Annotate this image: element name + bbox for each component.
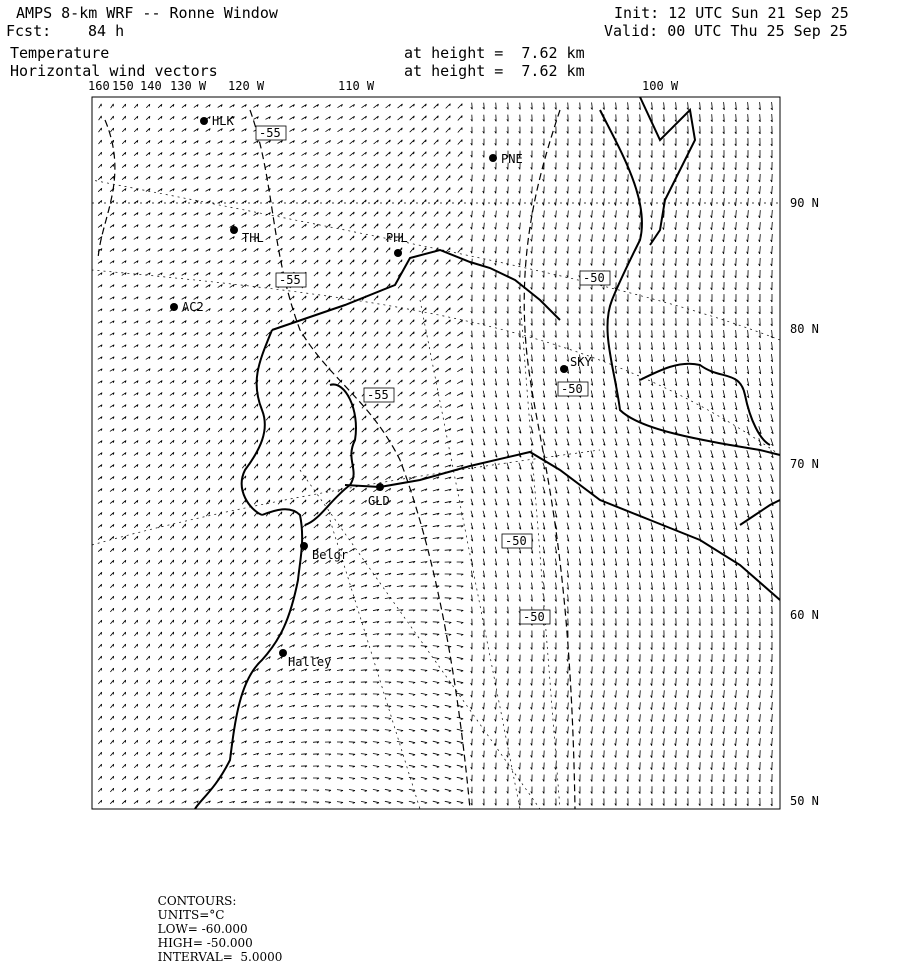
contour-label: -50 xyxy=(561,382,583,396)
forecast-label: Fcst: xyxy=(6,22,52,40)
temperature-contours xyxy=(98,110,575,809)
station-label-ac2: AC2 xyxy=(182,300,204,314)
lon-label: 130 W xyxy=(170,79,207,93)
station-dot-phl xyxy=(394,249,402,257)
lat-label: 90 N xyxy=(790,196,819,210)
alexander-island xyxy=(640,364,770,445)
contour-label: -55 xyxy=(279,273,301,287)
lon-label: 140 xyxy=(140,79,162,93)
station-dot-halley xyxy=(279,649,287,657)
contour-line xyxy=(250,110,470,809)
weddell-coast xyxy=(195,509,302,809)
station-dot-sky xyxy=(560,365,568,373)
parallel-line-1 xyxy=(92,180,780,340)
meridian-line-3 xyxy=(420,300,520,809)
map-frame xyxy=(92,97,780,809)
ronne-coast-west xyxy=(242,330,272,515)
ellsworth-coast xyxy=(740,500,780,525)
station-label-thl: THL xyxy=(242,231,264,245)
grounding-line xyxy=(345,452,780,600)
coastline xyxy=(195,97,780,809)
map-title: AMPS 8-km WRF -- Ronne Window xyxy=(16,4,278,22)
lat-label: 70 N xyxy=(790,457,819,471)
forecast-hours: 84 h xyxy=(88,22,125,40)
station-label-halley: Halley xyxy=(288,655,332,669)
field-wind-label: Horizontal wind vectors xyxy=(10,62,218,80)
peninsula-east xyxy=(640,97,695,245)
contour-label: -50 xyxy=(523,610,545,624)
meridian-line-4 xyxy=(520,300,560,809)
height-label-1: at height = 7.62 km xyxy=(404,44,585,62)
station-label-gld: GLD xyxy=(368,494,390,508)
lon-label: 160 xyxy=(88,79,110,93)
lat-label: 50 N xyxy=(790,794,819,808)
station-dot-hlk xyxy=(200,117,208,125)
field-temperature-label: Temperature xyxy=(10,44,110,62)
station-dot-thl xyxy=(230,226,238,234)
contour-value-labels xyxy=(256,126,610,624)
footer-units: UNITS=°C xyxy=(157,908,225,922)
footer-low: LOW= -60.000 xyxy=(157,922,248,936)
station-label-pne: PNE xyxy=(501,152,523,166)
wind-vector-field xyxy=(98,102,774,806)
contour-label: -50 xyxy=(583,271,605,285)
contour-label: -55 xyxy=(259,126,281,140)
ice-shelf-front xyxy=(272,250,560,330)
station-dot-belgr xyxy=(300,542,308,550)
footer-contours: CONTOURS: xyxy=(157,894,237,908)
contour-label: -55 xyxy=(367,388,389,402)
parallel-line-3 xyxy=(92,450,600,545)
lat-label: 80 N xyxy=(790,322,819,336)
station-dot-ac2 xyxy=(170,303,178,311)
longitude-labels xyxy=(88,79,679,93)
station-dot-pne xyxy=(489,154,497,162)
lon-label: 100 W xyxy=(642,79,679,93)
init-time: Init: 12 UTC Sun 21 Sep 25 xyxy=(614,4,849,22)
lon-label: 150 xyxy=(112,79,134,93)
lon-label: 120 W xyxy=(228,79,265,93)
contour-info-footer xyxy=(150,880,292,964)
footer-interval: INTERVAL= 5.0000 xyxy=(157,950,283,964)
berkner-island xyxy=(305,384,356,525)
wind-vectors xyxy=(98,102,774,806)
station-label-sky: SKY xyxy=(570,355,592,369)
footer-high: HIGH= -50.000 xyxy=(157,936,253,950)
lon-label: 110 W xyxy=(338,79,375,93)
station-label-phl: PHL xyxy=(386,231,408,245)
station-label-belgr: Belgr xyxy=(312,548,349,562)
contour-label: -50 xyxy=(505,534,527,548)
station-dot-gld xyxy=(376,483,384,491)
valid-time: Valid: 00 UTC Thu 25 Sep 25 xyxy=(604,22,848,40)
station-label-hlk: HLK xyxy=(212,114,234,128)
lat-label: 60 N xyxy=(790,608,819,622)
height-label-2: at height = 7.62 km xyxy=(404,62,585,80)
latitude-labels xyxy=(790,196,819,808)
